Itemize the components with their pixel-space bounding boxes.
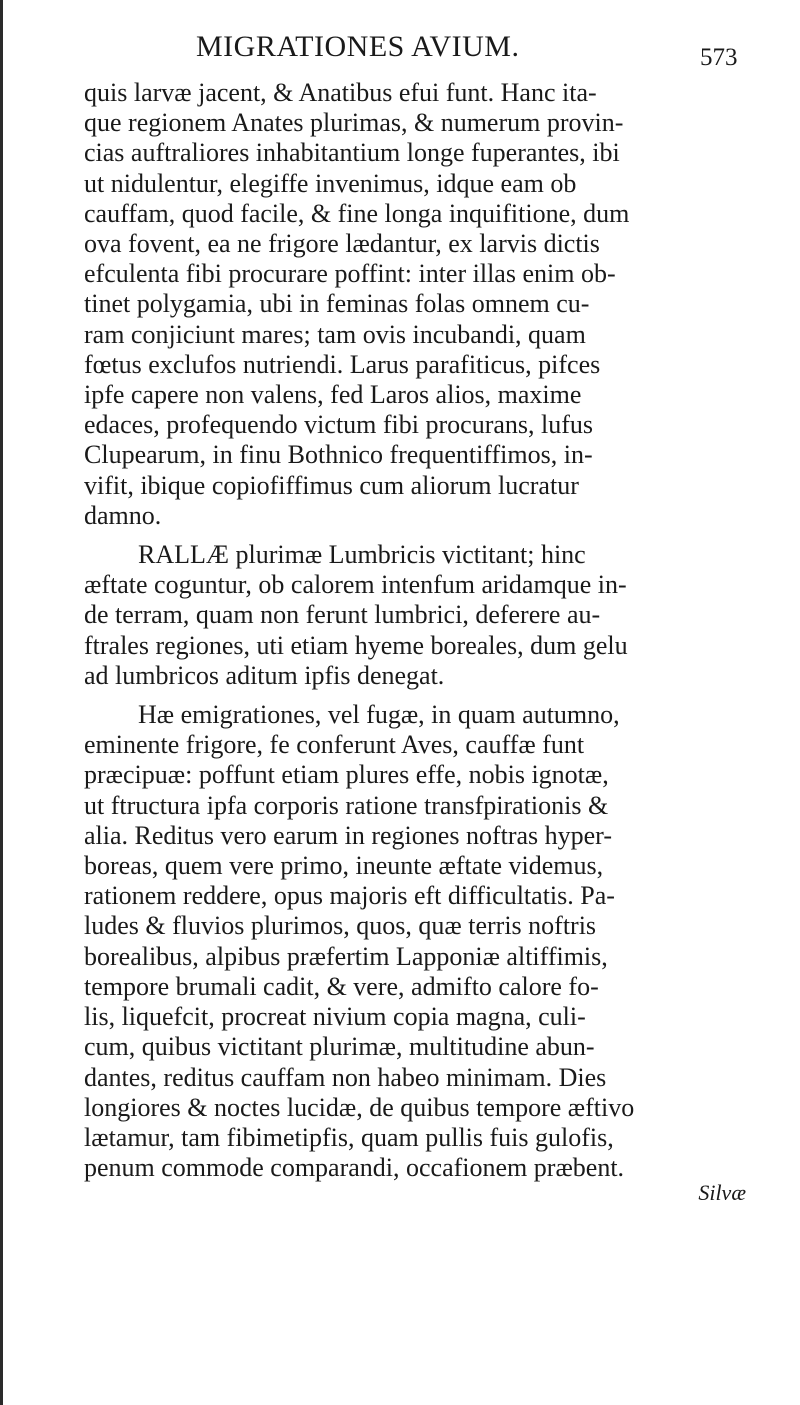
- text-line: ludes & fluvios plurimos, quos, quæ terris noftris: [84, 911, 597, 941]
- text-line: lætamur, tam fibimetipfis, quam pullis fuis gulofis,: [84, 1122, 614, 1152]
- text-line: cauffam, quod facile, & fine longa inquifitione, dum: [84, 198, 630, 228]
- text-line: edaces, profequendo victum fibi procurans, lufus: [84, 410, 594, 440]
- text-line: ram conjiciunt mares; tam ovis incubandi, quam: [84, 319, 586, 349]
- body-text: [84, 78, 750, 1206]
- text-line: præcipuæ: poffunt etiam plures effe, nobis ignotæ,: [84, 760, 609, 790]
- text-line: rationem reddere, opus majoris eft difficultatis. Pa-: [84, 881, 615, 911]
- text-line: de terram, quam non ferunt lumbrici, deferere au-: [84, 600, 601, 630]
- text-line: lis, liquefcit, procreat nivium copia magna, culi-: [84, 1002, 586, 1032]
- text-line: cum, quibus victitant plurimæ, multitudine abun-: [84, 1032, 595, 1062]
- text-line: RALLÆ plurimæ Lumbricis victitant; hinc: [138, 540, 586, 570]
- text-line: penum commode comparandi, occafionem præbent.: [84, 1153, 625, 1183]
- text-line: fœtus exclufos nutriendi. Larus parafiticus, pifces: [84, 349, 601, 379]
- text-line: ftrales regiones, uti etiam hyeme boreales, dum gelu: [84, 630, 628, 660]
- text-line: eminente frigore, fe conferunt Aves, cauffæ funt: [84, 730, 585, 760]
- text-line: æftate coguntur, ob calorem intenfum aridamque in-: [84, 570, 627, 600]
- text-line: longiores & noctes lucidæ, de quibus tempore æftivo: [84, 1092, 635, 1122]
- text-line: vifit, ibique copiofiffimus cum aliorum lucratur: [84, 470, 579, 500]
- running-title: MIGRATIONES AVIUM.: [196, 30, 520, 63]
- text-line: ad lumbricos aditum ipfis denegat.: [84, 660, 445, 690]
- text-line: Clupearum, in finu Bothnico frequentiffimos, in-: [84, 440, 593, 470]
- page-number: 573: [700, 44, 738, 71]
- text-line: damno.: [84, 500, 162, 530]
- text-line: tinet polygamia, ubi in feminas folas omnem cu-: [84, 289, 590, 319]
- text-line: Hæ emigrationes, vel fugæ, in quam autumno,: [138, 700, 620, 730]
- paragraph-rallae: [84, 540, 750, 691]
- text-line: boreas, quem vere primo, ineunte æftate videmus,: [84, 851, 604, 881]
- text-line: quis larvæ jacent, & Anatibus efui funt. Hanc ita-: [84, 78, 597, 107]
- scan-edge: [0, 0, 3, 1405]
- text-line: dantes, reditus cauffam non habeo minimam. Dies: [84, 1062, 607, 1092]
- text-line: que regionem Anates plurimas, & numerum provin-: [84, 108, 624, 138]
- text-line: cias auftraliores inhabitantium longe fuperantes, ibi: [84, 138, 620, 168]
- text-line: tempore brumali cadit, & vere, admifto calore fo-: [84, 971, 599, 1001]
- text-line: ut ftructura ipfa corporis ratione transfpirationis &: [84, 790, 609, 820]
- paragraph-emigrationes: [84, 700, 750, 1183]
- catchword: Silvæ: [698, 1180, 746, 1206]
- text-line: ipfe capere non valens, fed Laros alios, maxime: [84, 380, 582, 410]
- text-line: efculenta fibi procurare poffint: inter illas enim ob-: [84, 259, 616, 289]
- text-line: ova fovent, ea ne frigore lædantur, ex larvis dictis: [84, 229, 600, 259]
- page-header: [0, 30, 800, 70]
- text-line: borealibus, alpibus præfertim Lapponiæ altiffimis,: [84, 941, 608, 971]
- text-line: ut nidulentur, elegiffe invenimus, idque eam ob: [84, 168, 577, 198]
- paragraph-larvae: [84, 78, 750, 531]
- text-line: alia. Reditus vero earum in regiones noftras hyper-: [84, 820, 612, 850]
